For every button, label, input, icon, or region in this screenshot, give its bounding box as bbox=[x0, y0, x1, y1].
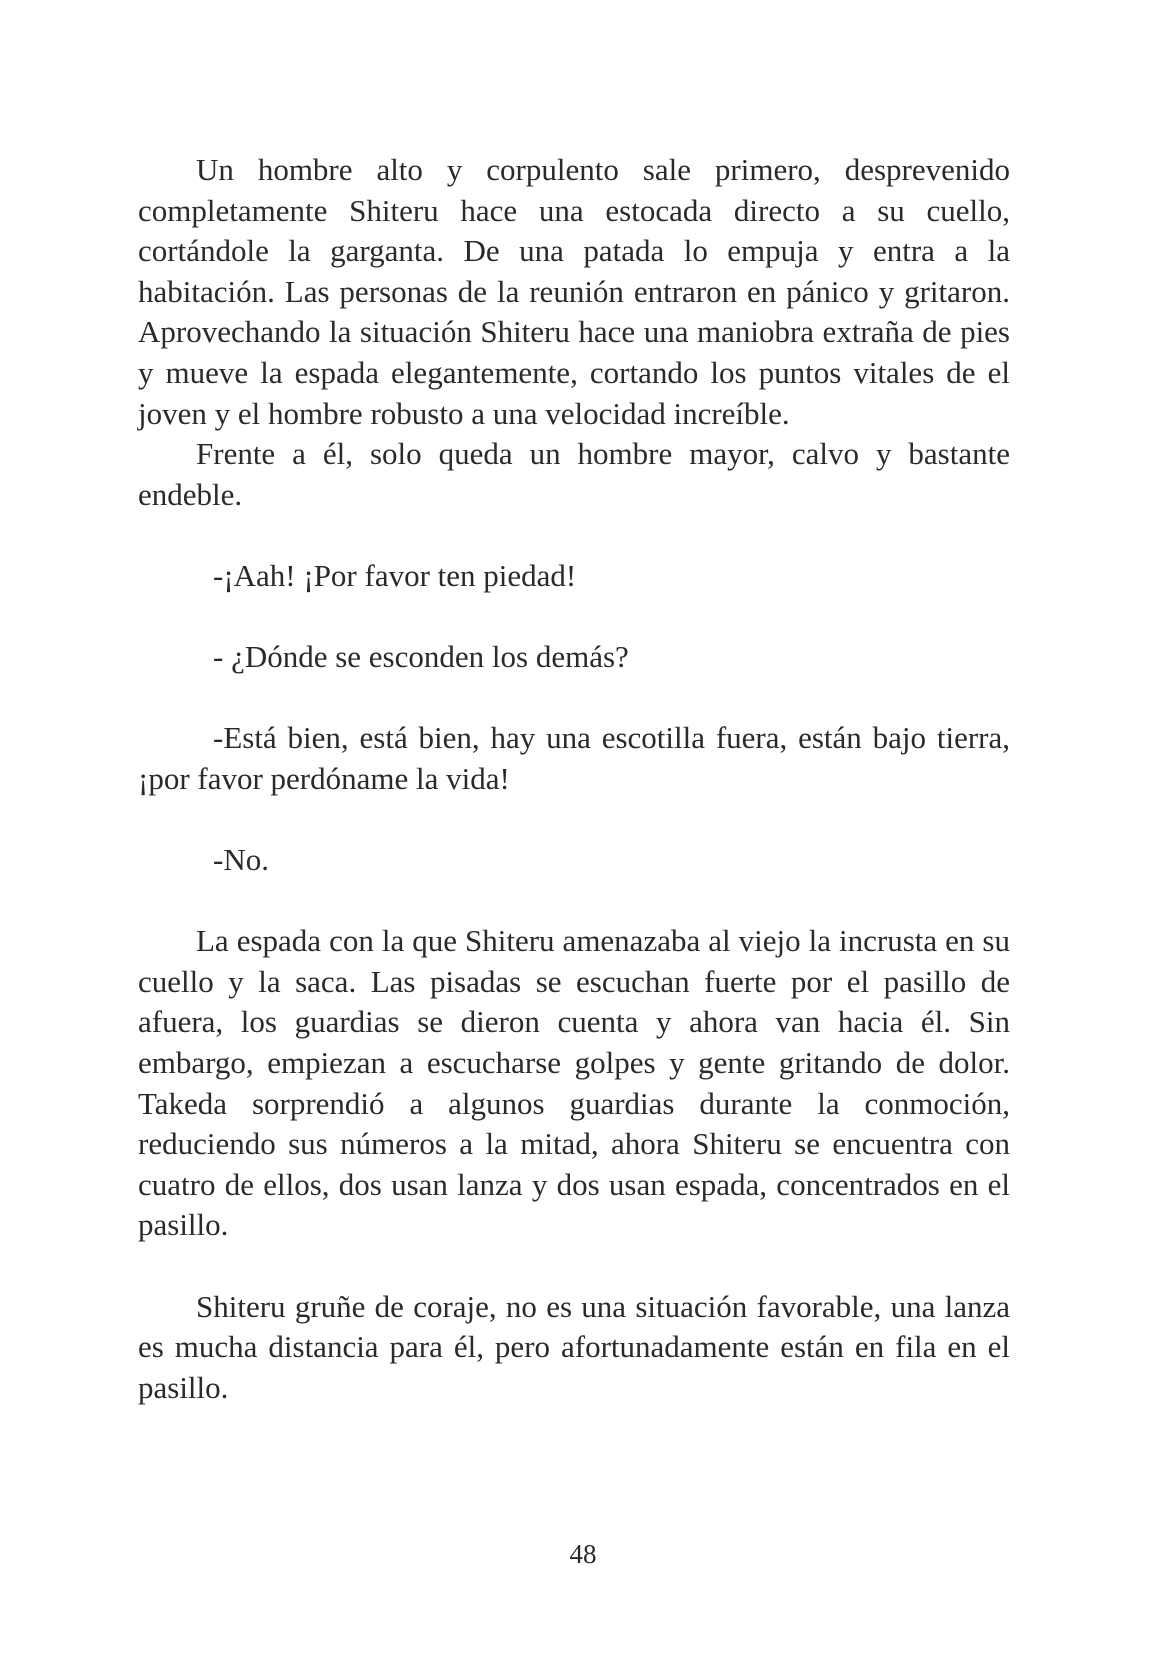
paragraph-2: Frente a él, solo queda un hombre mayor, calvo y bastante endeble. bbox=[138, 436, 1010, 512]
dialogue-line-3: -Está bien, está bien, hay una escotilla fuera, están bajo tierra, ¡por favor perdóname la vida! bbox=[138, 720, 1010, 796]
dialogue-line-1: -¡Aah! ¡Por favor ten piedad! bbox=[213, 557, 577, 593]
paragraph-1: Un hombre alto y corpulento sale primero, desprevenido completamente Shiteru hace una estocada directo a su cuello, cortándole la garganta. De una patada lo empuja y entra a la habitación. Las personas de la reunión entraron en pánico y gritaron. Aprovechando la situación Shiteru hace una maniobra extraña de pies y mueve la espada elegantemente, cortando los puntos vitales de el joven y el hombre robusto a una velocidad increíble. bbox=[138, 152, 1010, 431]
page-number: 48 bbox=[569, 1539, 597, 1569]
paragraph-3: La espada con la que Shiteru amenazaba al viejo la incrusta en su cuello y la saca. Las pisadas se escuchan fuerte por el pasillo de afuera, los guardias se dieron cuenta y ahora van hacia él. Sin embargo, empiezan a escucharse golpes y gente gritando de dolor. Takeda sorprendió a algunos guardias durante la conmoción, reduciendo sus números a la mitad, ahora Shiteru se encuentra con cuatro de ellos, dos usan lanza y dos usan espada, concentrados en el pasillo. bbox=[138, 923, 1010, 1243]
page-body bbox=[138, 150, 1010, 1408]
paragraph-4: Shiteru gruñe de coraje, no es una situación favorable, una lanza es mucha distancia para él, pero afortunadamente están en fila en el pasillo. bbox=[138, 1288, 1010, 1405]
dialogue-line-2: - ¿Dónde se esconden los demás? bbox=[213, 639, 629, 675]
dialogue-line-4: -No. bbox=[213, 842, 269, 878]
